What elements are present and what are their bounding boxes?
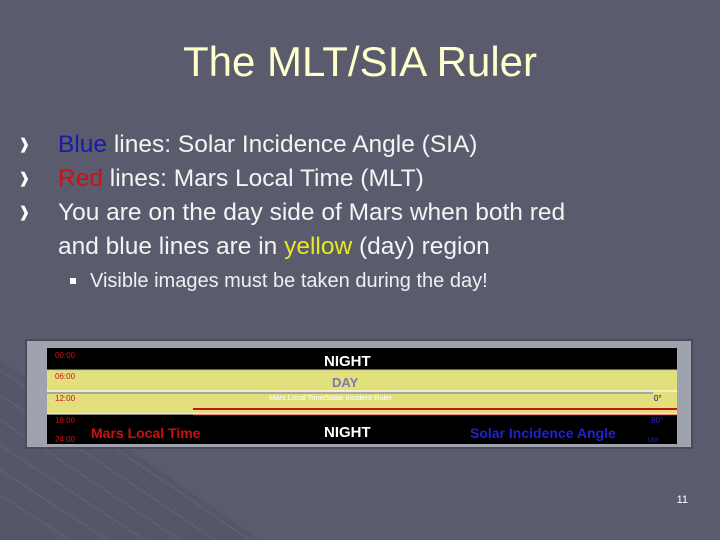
sub-bullet-text: Visible images must be taken during the day! [90, 270, 488, 292]
bullet-day-side [18, 196, 698, 264]
bullet-list [18, 128, 698, 264]
bullet-text-line1: You are on the day side of Mars when both red [58, 199, 566, 226]
time-tick: 00:00 [55, 351, 76, 360]
bullet-red-lines [18, 162, 698, 196]
page-number: 11 [676, 494, 688, 506]
time-tick: 06:00 [55, 372, 76, 381]
angle-tick: 180° [647, 438, 660, 444]
bullet-text-line2a: and blue lines are in [58, 233, 285, 260]
bullet-text-line2c: (day) region [352, 233, 490, 260]
day-label: DAY [332, 375, 359, 390]
mlt-sia-ruler [25, 339, 693, 449]
bullet-marker-icon: ❱ [18, 170, 31, 187]
bullet-marker-icon: ❱ [18, 204, 31, 221]
sub-bullet [90, 270, 488, 293]
bullet-marker-icon: ❱ [18, 136, 31, 153]
square-bullet-icon [70, 278, 76, 284]
time-tick: 12:00 [55, 394, 76, 403]
time-tick: 24:00 [55, 435, 76, 444]
night-top-label: NIGHT [324, 353, 371, 370]
slide-title: The MLT/SIA Ruler [182, 38, 537, 85]
day-band [47, 370, 677, 414]
bullet-text: lines: Mars Local Time (MLT) [102, 165, 424, 192]
sia-label: Solar Incidence Angle [470, 425, 616, 441]
yellow-word: yellow [284, 233, 353, 260]
bullet-text: lines: Solar Incidence Angle (SIA) [107, 131, 478, 158]
bullet-blue-lines [18, 128, 698, 162]
angle-tick: 0° [654, 394, 662, 403]
ruler-left-scale [33, 348, 47, 444]
blue-word: Blue [58, 131, 108, 158]
mlt-label: Mars Local Time [91, 425, 201, 441]
angle-tick: 90° [651, 416, 664, 425]
red-word: Red [58, 165, 103, 192]
ruler-right-edge [677, 348, 687, 444]
time-tick: 18:00 [55, 416, 76, 425]
night-bottom-label: NIGHT [324, 424, 371, 441]
ruler-graphic [33, 348, 687, 444]
ruler-caption: Mars Local Time/Solar Incident Ruler [269, 393, 392, 402]
